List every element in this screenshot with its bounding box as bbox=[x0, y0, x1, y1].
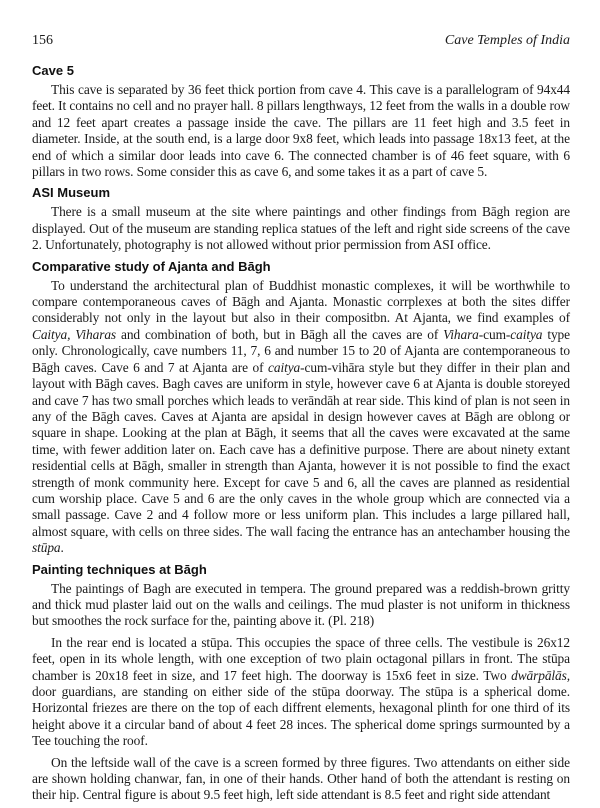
paragraph: On the leftside wall of the cave is a screen formed by three figures. Two attendants on either side are shown holding chanwar, fan, in one of their hands. Other hand of both the attendant is resting on their hip. Central figure is about 9.5 feet high, left side attendant is 8.5 feet and right side attendant bbox=[32, 754, 570, 803]
text-run: To understand the architectural plan of Buddhist monastic complexes, it will be worthwhile to compare contemporaneous caves of Bāgh and Ajanta. Monastic corrplexes at both the sites differ considerably not only in the layout but also in their compositbn. At Ajanta, we find examples of bbox=[32, 277, 570, 326]
paragraph: This cave is separated by 36 feet thick portion from cave 4. This cave is a parallelogram of 94x44 feet. It contains no cell and no prayer hall. 8 pillars lengthways, 12 feet from the walls in a double row and 12 feet apart creates a passage inside the cave. The pillars are 11 feet high and 3.5 feet in diameter. Inside, at the south end, is a large door 9x8 feet, which leads into passage 18x13 feet, at the end of which a similar door leads into cave 6. The connected chamber is of 46 feet square, with 6 pillars in two rows. Some consider this as cave 6, and some takes it as a part of cave 5. bbox=[32, 82, 570, 180]
text-run: . bbox=[60, 540, 64, 556]
section-heading: Painting techniques at Bāgh bbox=[32, 561, 207, 577]
section-heading: Cave 5 bbox=[32, 63, 74, 78]
paragraph: There is a small museum at the site where paintings and other findings from Bāgh region are displayed. Out of the museum are standing replica statues of the left and right side screens of the cave 2. Unfortunately, photography is not allowed without prior permission from ASI office. bbox=[32, 204, 570, 253]
text-run: -cum- bbox=[478, 326, 511, 342]
book-title: Cave Temples of India bbox=[444, 33, 570, 48]
text-run: In the rear end is located a stūpa. This occupies the space of three cells. The vestibule is 26x12 feet, open in its whole length, with one exception of two plain octagonal pillars in front. The stūpa chamber is 20x18 feet in size, and 17 feet high. The doorway is 15x6 feet in size. Two bbox=[32, 634, 570, 683]
italic-term: stūpa bbox=[32, 540, 61, 556]
italic-term: Caitya, Viharas bbox=[32, 326, 117, 342]
page-body bbox=[32, 62, 570, 808]
italic-term: caitya bbox=[268, 359, 301, 375]
section-heading: Comparative study of Ajanta and Bāgh bbox=[32, 258, 271, 274]
paragraph bbox=[32, 635, 570, 750]
text-run: -cum-vihāra style but they differ in their plan and layout with Bāgh caves. Bagh caves are uniform in style, however cave 6 at Ajanta is double storeyed and cave 7 has two small porches which leads to verāndāh at rear side. This kind of plan is not seen in any of the Bāgh caves. Caves at Ajanta are apsidal in design however caves at Bāgh are oblong or square in shape. Looking at the plan at Bāgh, it seems that all the caves were excavated at the same time, with fewer addition later on. Each cave has a definitive purpose. There are about ninety extant residential cells at Bāgh, smaller in strength than Ajanta, however it is not possible to find the exact strength of monk community here. Except for cave 5 and 6, all the caves are planned as residential cum worship place. Cave 5 and 6 are the only caves in the whole group which are connected via a small passage. Cave 2 and 4 follow more or less uniform plan. This includes a large pillared hall, almost square, with cells on three sides. The wall facing the entrance has an antechamber housing the bbox=[32, 359, 570, 539]
text-run: door guardians, are standing on either side of the stūpa doorway. The stūpa is a spherical dome. Horizontal friezes are there on the top of each diffrent elements, hexagonal plinth for one third of its height above it a circular band of about 4 feet 28 inces. The spherical dome springs surmounted by a Tee touching the roof. bbox=[32, 684, 570, 749]
italic-term: dwārpālās, bbox=[511, 667, 570, 683]
italic-term: Vihara bbox=[443, 326, 479, 342]
running-header bbox=[32, 33, 570, 51]
paragraph: The paintings of Bagh are executed in tempera. The ground prepared was a reddish-brown gritty and thick mud plaster laid out on the walls and ceilings. The mud plaster is not uniform in thickness but smoothes the rock surface for the, painting above it. (Pl. 218) bbox=[32, 580, 570, 629]
section-cave-5 bbox=[32, 62, 570, 180]
text-run: type only. Chronologically, cave numbers 11, 7, 6 and number 15 to 20 of Ajanta are contemporaneous to Bāgh caves. Cave 6 and 7 at Ajanta are of bbox=[32, 326, 570, 375]
section-heading: ASI Museum bbox=[32, 185, 111, 201]
section-asi-museum bbox=[32, 184, 570, 253]
page-number: 156 bbox=[32, 33, 53, 48]
italic-term: caitya bbox=[510, 326, 543, 342]
section-painting-techniques bbox=[32, 561, 570, 804]
section-comparative-study bbox=[32, 258, 570, 557]
paragraph bbox=[32, 278, 570, 557]
text-run: and combination of both, but in Bāgh all the caves are of bbox=[116, 326, 444, 342]
